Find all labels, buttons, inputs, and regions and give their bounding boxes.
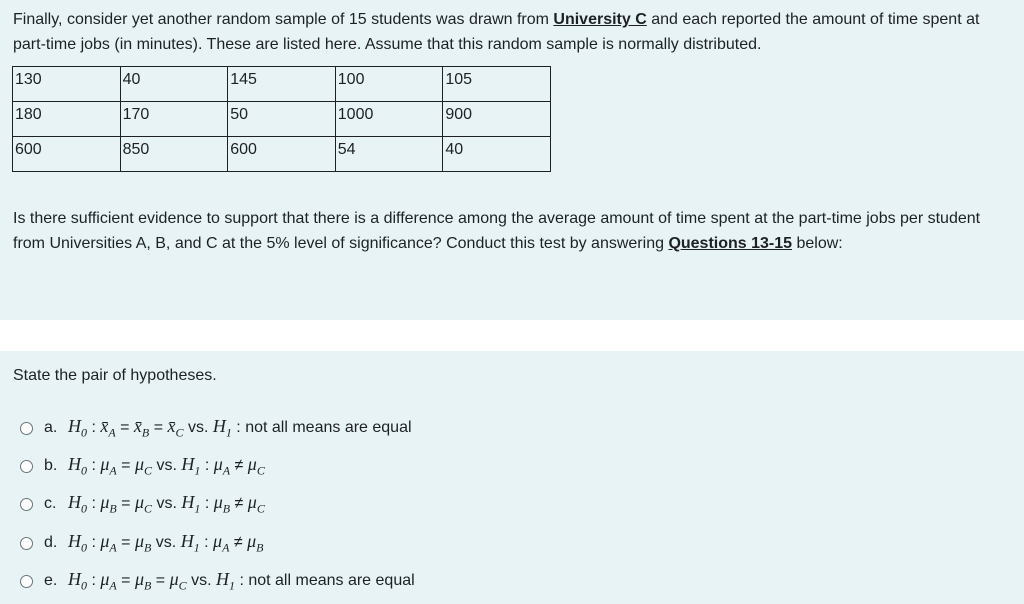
intro-text-end: and each reported the amount of time spent at part-time jobs (in minutes). These are listed here. Assume that this random sample is normally distributed. bbox=[13, 11, 980, 53]
panel-divider bbox=[0, 320, 1024, 351]
table-cell: 900 bbox=[443, 102, 551, 137]
option-letter: e. bbox=[44, 572, 58, 589]
questions-13-15-link[interactable]: Questions 13-15 bbox=[668, 235, 793, 252]
radio-button[interactable] bbox=[20, 575, 33, 588]
table-cell: 100 bbox=[335, 67, 443, 102]
option-letter: b. bbox=[44, 457, 58, 474]
hypothesis-expression: $H_0$ : $\mu_A = \mu_B$ vs. $H_1$ : $\mu_A \ne \mu_B$ bbox=[68, 530, 264, 555]
hypothesis-expression: $H_0$ : $x̄_A$ = $x̄_B$ = $x̄_C$ vs. $H_1$ : not all means are equal bbox=[68, 415, 412, 440]
university-c-link[interactable]: University C bbox=[553, 11, 647, 28]
intro-text: Finally, consider yet another random sample of 15 students was drawn from bbox=[13, 11, 554, 28]
option-letter: d. bbox=[44, 534, 58, 551]
hypothesis-expression: $H_0$ : $\mu_A = \mu_C$ vs. $H_1$ : $\mu_A \ne \mu_C$ bbox=[68, 453, 265, 478]
radio-button[interactable] bbox=[20, 537, 33, 550]
question-paragraph bbox=[13, 206, 1013, 256]
table-cell: 130 bbox=[13, 67, 121, 102]
table-cell: 40 bbox=[120, 67, 228, 102]
table-cell: 170 bbox=[120, 102, 228, 137]
radio-button[interactable] bbox=[20, 498, 33, 511]
radio-button[interactable] bbox=[20, 460, 33, 473]
option-letter: c. bbox=[44, 495, 57, 512]
question-text-end: below: bbox=[792, 235, 843, 252]
option-d[interactable] bbox=[20, 530, 264, 556]
sample-data-table bbox=[12, 66, 551, 172]
question-prompt: State the pair of hypotheses. bbox=[13, 367, 217, 384]
question-text: Is there sufficient evidence to support that there is a difference among the average amount of time spent at the part-time jobs per student from Universities A, B, and C at the 5% level of significance? Conduct this test by answering bbox=[13, 210, 981, 252]
table-row bbox=[13, 137, 551, 172]
option-e[interactable] bbox=[20, 568, 415, 594]
table-row bbox=[13, 102, 551, 137]
table-cell: 600 bbox=[13, 137, 121, 172]
table-cell: 600 bbox=[228, 137, 336, 172]
table-cell: 180 bbox=[13, 102, 121, 137]
radio-button[interactable] bbox=[20, 422, 33, 435]
table-cell: 54 bbox=[335, 137, 443, 172]
table-cell: 50 bbox=[228, 102, 336, 137]
table-cell: 105 bbox=[443, 67, 551, 102]
table-row bbox=[13, 67, 551, 102]
option-c[interactable] bbox=[20, 491, 265, 517]
hypothesis-expression: $H_0$ : $\mu_A = \mu_B = \mu_C$ vs. $H_1$ : not all means are equal bbox=[68, 568, 415, 593]
option-b[interactable] bbox=[20, 453, 265, 479]
option-a[interactable] bbox=[20, 415, 412, 441]
table-cell: 850 bbox=[120, 137, 228, 172]
table-cell: 1000 bbox=[335, 102, 443, 137]
hypothesis-expression: $H_0$ : $\mu_B = \mu_C$ vs. $H_1$ : $\mu_B \ne \mu_C$ bbox=[68, 491, 265, 516]
table-cell: 145 bbox=[228, 67, 336, 102]
table-cell: 40 bbox=[443, 137, 551, 172]
option-letter: a. bbox=[44, 419, 58, 436]
intro-paragraph bbox=[13, 7, 1013, 57]
